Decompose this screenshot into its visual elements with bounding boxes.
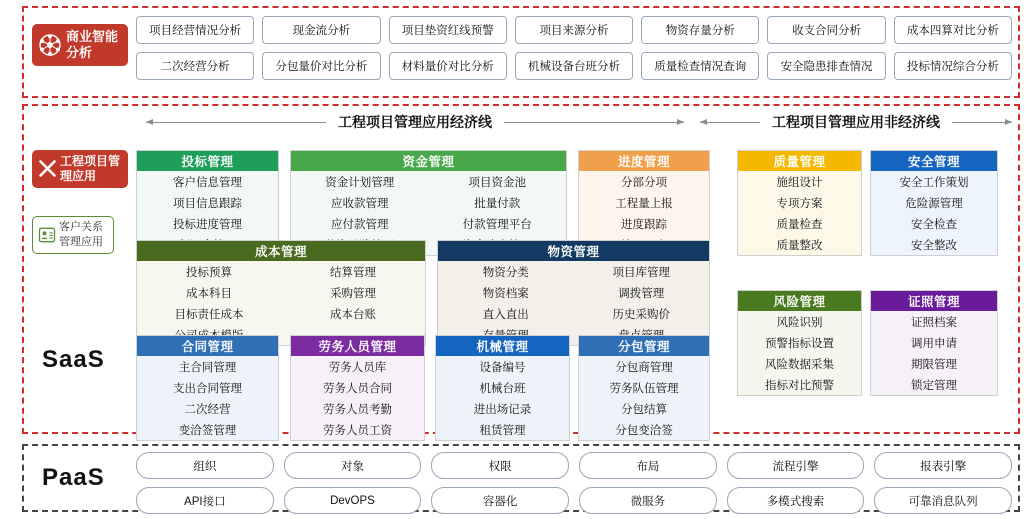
bi-button[interactable]: 分包量价对比分析: [262, 52, 380, 80]
module-column: [871, 171, 997, 255]
module-column: [137, 261, 281, 345]
bi-button[interactable]: 机械设备台班分析: [515, 52, 633, 80]
section-header-non-economic: [700, 112, 1012, 132]
module-body: [137, 356, 278, 440]
module-item[interactable]: 投标预算: [186, 266, 232, 279]
module-column: [574, 261, 710, 345]
module-title: 物资管理: [438, 241, 709, 261]
module-item[interactable]: 危险源管理: [905, 197, 963, 210]
saas-layer-label: SaaS: [42, 346, 105, 373]
module-body: [438, 261, 709, 345]
bi-button[interactable]: 二次经营分析: [136, 52, 254, 80]
project-app-badge: [32, 150, 128, 188]
section-title: 工程项目管理应用经济线: [338, 114, 492, 130]
module-item[interactable]: 应收款管理: [331, 197, 389, 210]
module-item[interactable]: 项目信息跟踪: [173, 197, 242, 210]
bi-button[interactable]: 项目经营情况分析: [136, 16, 254, 44]
module-item[interactable]: 变洽签管理: [178, 424, 237, 437]
module-card-subcontract[interactable]: [578, 335, 710, 441]
module-item[interactable]: 客户信息管理: [173, 176, 242, 189]
arrow-right: [504, 122, 684, 123]
module-item[interactable]: 主合同管理: [178, 361, 237, 374]
bi-button-grid: [136, 16, 1012, 80]
module-title: 质量管理: [738, 151, 861, 171]
module-item[interactable]: 劳务人员工资: [323, 424, 392, 437]
module-item[interactable]: 采购管理: [330, 287, 376, 300]
module-card-contract[interactable]: [136, 335, 279, 441]
module-item[interactable]: 风险数据采集: [765, 358, 834, 371]
module-body: [579, 356, 709, 440]
module-card-license[interactable]: [870, 290, 998, 396]
module-column: [291, 356, 424, 440]
module-item[interactable]: 机械台班: [479, 382, 526, 395]
module-item[interactable]: 质量整改: [776, 239, 823, 252]
module-body: [436, 356, 569, 440]
paas-button[interactable]: 对象: [284, 452, 422, 479]
module-title: 分包管理: [579, 336, 709, 356]
crm-app-badge: [32, 216, 114, 254]
paas-button[interactable]: API接口: [136, 487, 274, 514]
section-title: 工程项目管理应用非经济线: [772, 114, 940, 130]
module-item[interactable]: 结算管理: [330, 266, 376, 279]
module-item[interactable]: 安全检查: [911, 218, 957, 231]
module-title: 资金管理: [291, 151, 566, 171]
project-app-badge-label: 工程项目管理应用: [60, 154, 121, 183]
module-column: [436, 356, 569, 440]
module-item[interactable]: 项目库管理: [612, 266, 670, 279]
module-item[interactable]: 分包结算: [621, 403, 667, 416]
bi-button[interactable]: 投标情况综合分析: [894, 52, 1012, 80]
module-card-labor[interactable]: [290, 335, 425, 441]
arrow-right: [952, 122, 1012, 123]
module-title: 证照管理: [871, 291, 997, 311]
module-item[interactable]: 投标进度管理: [173, 218, 242, 231]
module-item[interactable]: 安全整改: [911, 239, 957, 252]
module-item[interactable]: 调用申请: [911, 337, 957, 350]
paas-button[interactable]: 多模式搜索: [727, 487, 865, 514]
module-item[interactable]: 成本台账: [330, 308, 376, 321]
module-item[interactable]: 二次经营: [184, 403, 231, 416]
module-item[interactable]: 物资分类: [482, 266, 529, 279]
module-column: [871, 311, 997, 395]
paas-button-grid: [136, 452, 1012, 514]
paas-button[interactable]: 流程引擎: [727, 452, 865, 479]
module-item[interactable]: 劳务人员库: [328, 361, 387, 374]
module-column: [438, 261, 574, 345]
module-item[interactable]: 资金计划管理: [325, 176, 395, 189]
module-body: [291, 356, 424, 440]
module-item[interactable]: 劳务队伍管理: [609, 382, 679, 395]
arrow-left: [700, 122, 760, 123]
module-title: 投标管理: [137, 151, 278, 171]
module-item[interactable]: 锁定管理: [911, 379, 957, 392]
module-item[interactable]: 分部分项: [621, 176, 667, 189]
paas-button[interactable]: 组织: [136, 452, 274, 479]
module-body: [738, 171, 861, 255]
module-item[interactable]: 支出合同管理: [173, 382, 242, 395]
module-body: [871, 311, 997, 395]
module-body: [738, 311, 861, 395]
module-item[interactable]: 施组设计: [776, 176, 823, 189]
module-column: [738, 311, 861, 395]
bi-button[interactable]: 成本四算对比分析: [894, 16, 1012, 44]
bi-button[interactable]: 项目来源分析: [515, 16, 633, 44]
bi-button[interactable]: 安全隐患排查情况: [767, 52, 885, 80]
module-item[interactable]: 设备编号: [479, 361, 526, 374]
module-item[interactable]: 项目资金池: [468, 176, 526, 189]
module-item[interactable]: 期限管理: [911, 358, 957, 371]
module-item[interactable]: 预警指标设置: [765, 337, 834, 350]
paas-button[interactable]: 权限: [431, 452, 569, 479]
module-item[interactable]: 专项方案: [776, 197, 823, 210]
module-title: 成本管理: [137, 241, 425, 261]
module-item[interactable]: 进度跟踪: [621, 218, 667, 231]
paas-button[interactable]: 布局: [579, 452, 717, 479]
paas-button[interactable]: 报表引擎: [874, 452, 1012, 479]
module-item[interactable]: 劳务人员合同: [323, 382, 392, 395]
module-item[interactable]: 劳务人员考勤: [323, 403, 392, 416]
module-item[interactable]: 工程量上报: [615, 197, 673, 210]
module-body: [871, 171, 997, 255]
module-card-risk[interactable]: [737, 290, 862, 396]
module-item[interactable]: 直入直出: [482, 308, 529, 321]
module-item[interactable]: 物资档案: [482, 287, 529, 300]
contact-card-icon: [37, 225, 57, 245]
network-analysis-icon: [38, 33, 62, 57]
module-item[interactable]: 安全工作策划: [899, 176, 969, 189]
module-item[interactable]: 付款管理平台: [462, 218, 532, 231]
tool-cross-icon: [37, 158, 58, 179]
module-title: 劳务人员管理: [291, 336, 424, 356]
module-card-machinery[interactable]: [435, 335, 570, 441]
module-item[interactable]: 证照档案: [911, 316, 957, 329]
module-card-quality[interactable]: [737, 150, 862, 256]
bi-button[interactable]: 现金流分析: [262, 16, 380, 44]
arrow-left: [146, 122, 326, 123]
module-title: 合同管理: [137, 336, 278, 356]
bi-badge-label: 商业智能分析: [66, 29, 119, 60]
module-item[interactable]: 批量付款: [474, 197, 521, 210]
module-item[interactable]: 分包变洽签: [615, 424, 673, 437]
bi-button[interactable]: 收支合同分析: [767, 16, 885, 44]
module-body: [137, 261, 425, 345]
paas-button[interactable]: DevOPS: [284, 487, 422, 514]
bi-button[interactable]: 材料量价对比分析: [389, 52, 507, 80]
module-item[interactable]: 调拨管理: [618, 287, 665, 300]
module-title: 进度管理: [579, 151, 709, 171]
module-card-cost[interactable]: [136, 240, 426, 346]
bi-button[interactable]: 物资存量分析: [641, 16, 759, 44]
module-item[interactable]: 成本科目: [186, 287, 232, 300]
module-column: [738, 171, 861, 255]
module-title: 安全管理: [871, 151, 997, 171]
module-item[interactable]: 质量检查: [776, 218, 823, 231]
module-card-safety[interactable]: [870, 150, 998, 256]
module-column: [137, 356, 278, 440]
module-item[interactable]: 进出场记录: [473, 403, 532, 416]
module-item[interactable]: 指标对比预警: [765, 379, 834, 392]
module-card-materials[interactable]: [437, 240, 710, 346]
module-column: [579, 356, 709, 440]
bi-button[interactable]: 项目垫资红线预警: [389, 16, 507, 44]
paas-button[interactable]: 容器化: [431, 487, 569, 514]
module-item[interactable]: 租赁管理: [479, 424, 526, 437]
paas-button[interactable]: 微服务: [579, 487, 717, 514]
bi-badge: [32, 24, 128, 66]
bi-button[interactable]: 质量检查情况查询: [641, 52, 759, 80]
paas-layer-label: PaaS: [42, 464, 105, 491]
paas-button[interactable]: 可靠消息队列: [874, 487, 1012, 514]
module-column: [281, 261, 425, 345]
crm-app-badge-label: 客户关系管理应用: [59, 221, 103, 248]
module-title: 机械管理: [436, 336, 569, 356]
module-item[interactable]: 历史采购价: [612, 308, 670, 321]
module-item[interactable]: 应付款管理: [331, 218, 389, 231]
module-title: 风险管理: [738, 291, 861, 311]
section-header-economic: [146, 112, 684, 132]
module-item[interactable]: 分包商管理: [615, 361, 673, 374]
module-item[interactable]: 目标责任成本: [174, 308, 244, 321]
module-item[interactable]: 风险识别: [776, 316, 823, 329]
